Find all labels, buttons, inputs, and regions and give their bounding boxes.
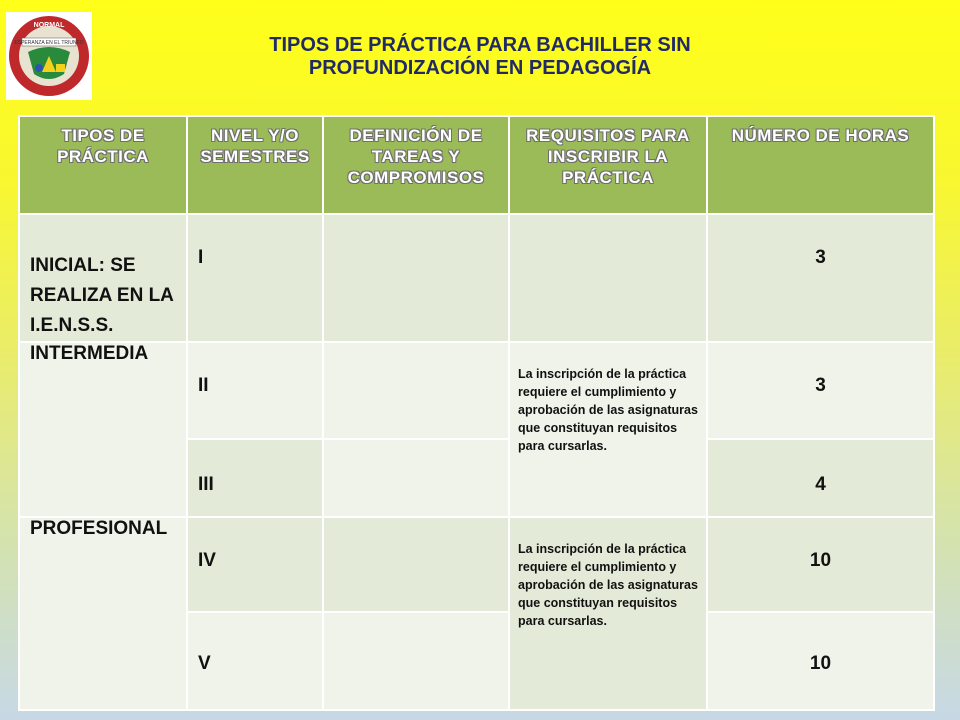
cell-tasks-ii [323, 342, 509, 439]
cell-hours-v: 10 [707, 612, 934, 710]
header-tipos-de-practica: TIPOS DE PRÁCTICA [19, 116, 187, 214]
header-nivel-semestres: NIVEL Y/O SEMESTRES [187, 116, 323, 214]
cell-type-profesional: PROFESIONAL [19, 517, 187, 710]
cell-level-v: V [187, 612, 323, 710]
cell-requirements-intermedia: La inscripción de la práctica requiere el cumplimiento y aprobación de las asignaturas que constituyan requisitos para cursarlas. [509, 342, 707, 517]
svg-text:ESPERANZA EN EL TRIUNFO: ESPERANZA EN EL TRIUNFO [14, 40, 84, 46]
page-title [200, 34, 760, 80]
header-requisitos: REQUISITOS PARA INSCRIBIR LA PRÁCTICA [509, 116, 707, 214]
title-line-1: TIPOS DE PRÁCTICA PARA BACHILLER SIN [269, 34, 691, 56]
svg-text:NORMAL: NORMAL [33, 22, 65, 29]
table-header-row [19, 116, 934, 214]
school-logo [6, 12, 92, 100]
table-row [19, 342, 934, 439]
cell-requirements-inicial [509, 214, 707, 342]
cell-level-ii: II [187, 342, 323, 439]
cell-tasks-iii [323, 439, 509, 517]
cell-level-i: I [187, 214, 323, 342]
cell-tasks-inicial [323, 214, 509, 342]
practice-types-table [18, 115, 935, 711]
table-row [19, 517, 934, 612]
table-row [19, 214, 934, 342]
title-line-2: PROFUNDIZACIÓN EN PEDAGOGÍA [308, 57, 652, 79]
header-numero-horas: NÚMERO DE HORAS [707, 116, 934, 214]
header-definicion-tareas: DEFINICIÓN DE TAREAS Y COMPROMISOS [323, 116, 509, 214]
cell-level-iv: IV [187, 517, 323, 612]
cell-requirements-profesional: La inscripción de la práctica requiere el cumplimiento y aprobación de las asignaturas que constituyan requisitos para cursarlas. [509, 517, 707, 710]
cell-hours-i: 3 [707, 214, 934, 342]
school-crest-icon [6, 12, 92, 100]
cell-hours-iv: 10 [707, 517, 934, 612]
cell-level-iii: III [187, 439, 323, 517]
cell-type-intermedia: INTERMEDIA [19, 342, 187, 517]
cell-tasks-v [323, 612, 509, 710]
cell-hours-ii: 3 [707, 342, 934, 439]
cell-hours-iii: 4 [707, 439, 934, 517]
cell-type-inicial: INICIAL: SE REALIZA EN LA I.E.N.S.S. [19, 214, 187, 342]
cell-tasks-iv [323, 517, 509, 612]
